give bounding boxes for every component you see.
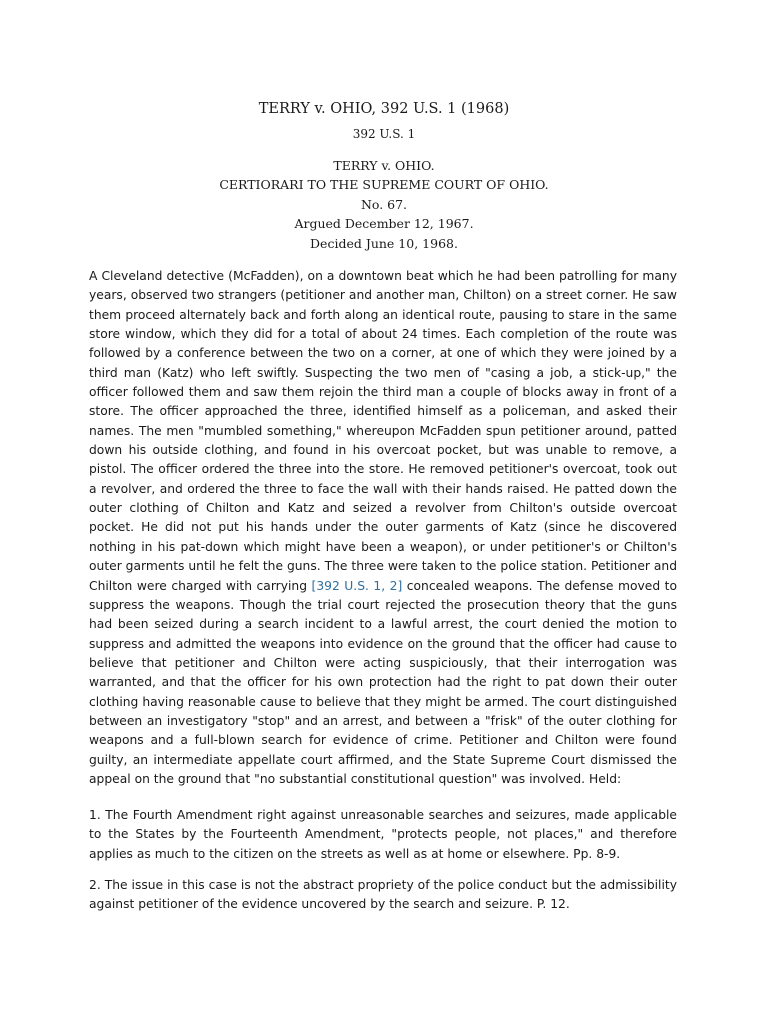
docket-number: No. 67. — [360, 196, 408, 212]
syllabus-text-part1: A Cleveland detective (McFadden), on a downtown beat which he had been patrolling for many years, observed two strangers (petitioner and another man, Chilton) on a street corner. He saw them proceed alternately back and forth along an identical route, pausing to stare in the same store window, which they did for a total of about 24 times. Each completion of the route was followed by a conference between the two on a corner, at one of which they were joined by a third man (Katz) who left swiftly. Suspecting the two men of "casing a job, a stick-up," the officer followed them and saw them rejoin the third man a couple of blocks away in front of a store. The officer approached the three, identified himself as a policeman, and asked their names. The men "mumbled something," whereupon McFadden spun petitioner around, patted down his outside clothing, and found in his overcoat pocket, but was unable to remove, a pistol. The officer ordered the three into the store. He removed petitioner's overcoat, took out a revolver, and ordered the three to face the wall with their hands raised. He patted down the outer clothing of Chilton and Katz and seized a revolver from Chilton's outside overcoat pocket. He did not put his hands under the outer garments of Katz (since he discovered nothing in his pat-down which might have been a weapon), or under petitioner's or Chilton's outer garments until he felt the guns. The three were taken to the police station. Petitioner and Chilton were charged with carrying — [89, 269, 677, 593]
case-caption: TERRY v. OHIO. — [333, 158, 435, 173]
case-meta — [0, 156, 768, 253]
holding-paragraph-1 — [89, 806, 677, 864]
court-line: CERTIORARI TO THE SUPREME COURT OF OHIO. — [219, 177, 549, 193]
reporter-citation: 392 U.S. 1 — [352, 127, 416, 141]
holding-text-2: 2. The issue in this case is not the abstract propriety of the police conduct but the admissibility against petitioner of the evidence uncovered by the search and seizure. P. 12. — [89, 878, 677, 912]
page-citation-link[interactable]: [392 U.S. 1, 2] — [311, 578, 403, 593]
document-title: TERRY v. OHIO, 392 U.S. 1 (1968) — [258, 101, 510, 117]
decided-date: Decided June 10, 1968. — [310, 235, 458, 251]
holding-text-1: 1. The Fourth Amendment right against unreasonable searches and seizures, made applicable to the States by the Fourteenth Amendment, "protects people, not places," and therefore applies as much to the citizen on the streets as well as at home or elsewhere. Pp. 8-9. — [89, 808, 677, 861]
syllabus-paragraph — [89, 267, 677, 789]
holding-paragraph-2 — [89, 876, 677, 915]
syllabus-text-part2: concealed weapons. The defense moved to suppress the weapons. Though the trial court rejected the prosecution theory that the guns had been seized during a search incident to a lawful arrest, the court denied the motion to suppress and admitted the weapons into evidence on the ground that the officer had cause to believe that petitioner and Chilton were acting suspiciously, that their interrogation was warranted, and that the officer for his own protection had the right to pat down their outer clothing having reasonable cause to believe that they might be armed. The court distinguished between an investigatory "stop" and an arrest, and between a "frisk" of the outer clothing for weapons and a full-blown search for evidence of crime. Petitioner and Chilton were found guilty, an intermediate appellate court affirmed, and the State Supreme Court dismissed the appeal on the ground that "no substantial constitutional question" was involved. Held: — [89, 578, 677, 786]
argued-date: Argued December 12, 1967. — [294, 216, 474, 232]
